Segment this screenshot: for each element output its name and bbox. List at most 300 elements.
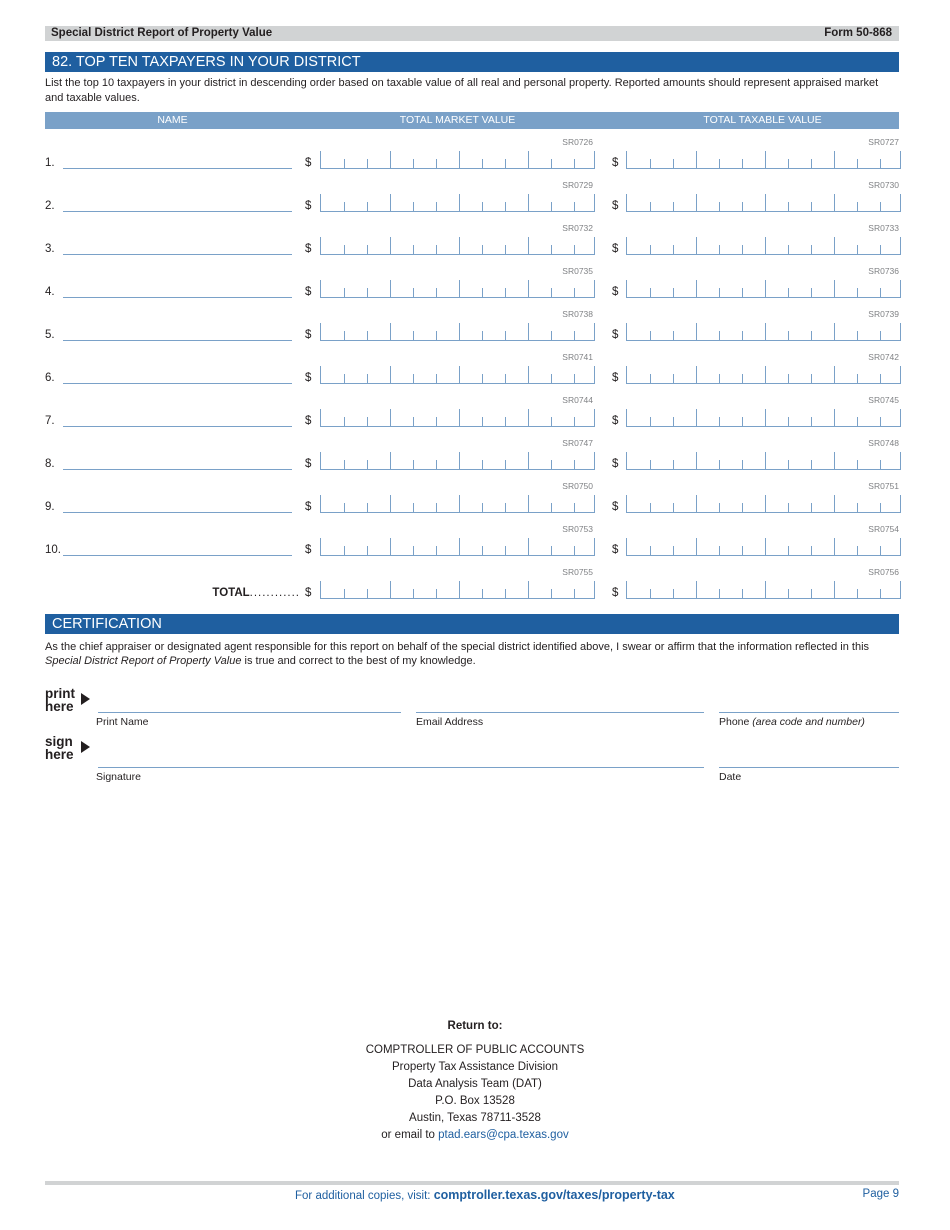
digit-separator <box>574 245 575 254</box>
digit-separator <box>650 546 651 555</box>
total-market-value-input[interactable] <box>320 581 595 599</box>
digit-separator <box>551 374 552 383</box>
digit-separator <box>719 374 720 383</box>
digit-separator <box>390 151 391 168</box>
digit-separator <box>390 452 391 469</box>
digit-separator <box>719 245 720 254</box>
digit-separator <box>436 460 437 469</box>
market-value-field-code: SR0747 <box>562 438 593 448</box>
digit-separator <box>673 460 674 469</box>
taxpayer-name-field[interactable] <box>63 383 292 384</box>
digit-separator <box>719 589 720 598</box>
dollar-sign: $ <box>612 157 619 169</box>
column-header-bar <box>45 112 899 129</box>
total-label <box>212 587 300 599</box>
digit-separator <box>742 546 743 555</box>
row-number: 6. <box>45 372 55 384</box>
digit-separator <box>696 581 697 598</box>
digit-separator <box>650 460 651 469</box>
digit-separator <box>880 417 881 426</box>
digit-separator <box>459 538 460 555</box>
digit-separator <box>574 503 575 512</box>
digit-separator <box>811 589 812 598</box>
digit-separator <box>459 237 460 254</box>
market-value-input[interactable] <box>320 151 595 169</box>
digit-separator <box>390 280 391 297</box>
column-header-name: NAME <box>157 114 188 126</box>
taxable-value-field-code: SR0751 <box>868 481 899 491</box>
digit-separator <box>344 202 345 211</box>
digit-separator <box>528 366 529 383</box>
digit-separator <box>880 589 881 598</box>
email-address-label: Email Address <box>416 716 484 728</box>
dollar-sign: $ <box>305 587 312 599</box>
digit-separator <box>834 538 835 555</box>
market-value-input[interactable] <box>320 280 595 298</box>
digit-separator <box>528 323 529 340</box>
digit-separator <box>551 159 552 168</box>
dollar-sign: $ <box>305 329 312 341</box>
digit-separator <box>574 589 575 598</box>
taxable-value-input[interactable] <box>626 452 901 470</box>
digit-separator <box>551 417 552 426</box>
digit-separator <box>696 280 697 297</box>
taxpayer-name-field[interactable] <box>63 168 292 169</box>
dollar-sign: $ <box>305 501 312 513</box>
digit-separator <box>551 331 552 340</box>
return-to-heading: Return to: <box>447 1020 503 1032</box>
digit-separator <box>482 460 483 469</box>
row-number: 8. <box>45 458 55 470</box>
digit-separator <box>413 331 414 340</box>
digit-separator <box>765 366 766 383</box>
taxpayer-name-field[interactable] <box>63 555 292 556</box>
digit-separator <box>344 159 345 168</box>
digit-separator <box>742 245 743 254</box>
dollar-sign: $ <box>612 243 619 255</box>
digit-separator <box>436 417 437 426</box>
phone-field[interactable] <box>719 712 899 713</box>
digit-separator <box>482 331 483 340</box>
digit-separator <box>390 581 391 598</box>
digit-separator <box>788 331 789 340</box>
section-82-instructions: List the top 10 taxpayers in your district in descending order based on taxable value of all real and personal property. Reported amounts should represent appraised market and taxable values. <box>45 77 879 104</box>
dollar-sign: $ <box>305 243 312 255</box>
digit-separator <box>742 159 743 168</box>
digit-separator <box>719 546 720 555</box>
digit-separator <box>742 331 743 340</box>
market-value-field-code: SR0735 <box>562 266 593 276</box>
dollar-sign: $ <box>612 329 619 341</box>
digit-separator <box>528 495 529 512</box>
dollar-sign: $ <box>612 200 619 212</box>
digit-separator <box>390 409 391 426</box>
digit-separator <box>857 159 858 168</box>
digit-separator <box>505 417 506 426</box>
digit-separator <box>719 202 720 211</box>
digit-separator <box>505 159 506 168</box>
row-number: 2. <box>45 200 55 212</box>
digit-separator <box>673 202 674 211</box>
market-value-input[interactable] <box>320 194 595 212</box>
digit-separator <box>857 245 858 254</box>
digit-separator <box>788 245 789 254</box>
certification-statement: As the chief appraiser or designated agent responsible for this report on behalf of the special district identified above, I swear or affirm that the information reflected in this Special District Report of Property Value is true and correct to the best of my knowledge. <box>45 641 870 667</box>
taxable-value-input[interactable] <box>626 194 901 212</box>
digit-separator <box>857 503 858 512</box>
digit-separator <box>811 159 812 168</box>
digit-separator <box>811 374 812 383</box>
digit-separator <box>650 331 651 340</box>
digit-separator <box>650 288 651 297</box>
digit-separator <box>505 546 506 555</box>
digit-separator <box>505 202 506 211</box>
page-number: Page 9 <box>862 1188 899 1200</box>
taxable-value-input[interactable] <box>626 366 901 384</box>
digit-separator <box>696 409 697 426</box>
total-label-dots: ............ <box>249 587 300 599</box>
digit-separator <box>857 589 858 598</box>
market-value-input[interactable] <box>320 237 595 255</box>
column-header-market-value: TOTAL MARKET VALUE <box>399 114 516 126</box>
total-label-text: TOTAL <box>212 587 250 599</box>
digit-separator <box>574 546 575 555</box>
digit-separator <box>367 546 368 555</box>
digit-separator <box>413 460 414 469</box>
digit-separator <box>344 589 345 598</box>
digit-separator <box>673 546 674 555</box>
row-number: 4. <box>45 286 55 298</box>
digit-separator <box>459 409 460 426</box>
taxpayer-name-field[interactable] <box>63 469 292 470</box>
digit-separator <box>696 452 697 469</box>
digit-separator <box>482 503 483 512</box>
digit-separator <box>857 374 858 383</box>
digit-separator <box>528 452 529 469</box>
market-value-field-code: SR0753 <box>562 524 593 534</box>
arrow-right-icon <box>81 693 90 705</box>
form-number: Form 50-868 <box>824 27 892 39</box>
digit-separator <box>673 245 674 254</box>
digit-separator <box>719 503 720 512</box>
digit-separator <box>344 503 345 512</box>
digit-separator <box>811 503 812 512</box>
digit-separator <box>390 194 391 211</box>
digit-separator <box>880 546 881 555</box>
taxable-value-input[interactable] <box>626 495 901 513</box>
dollar-sign: $ <box>305 458 312 470</box>
digit-separator <box>696 151 697 168</box>
digit-separator <box>551 288 552 297</box>
digit-separator <box>505 374 506 383</box>
return-address: COMPTROLLER OF PUBLIC ACCOUNTS Property Tax Assistance Division Data Analysis Team (DAT) P.O. Box 13528 Austin, Texas 78711-3528 or email to ptad.ears@cpa.texas.gov <box>365 1044 585 1141</box>
digit-separator <box>834 151 835 168</box>
digit-separator <box>765 194 766 211</box>
digit-separator <box>436 546 437 555</box>
taxpayer-name-field[interactable] <box>63 426 292 427</box>
digit-separator <box>482 589 483 598</box>
digit-separator <box>742 417 743 426</box>
digit-separator <box>367 159 368 168</box>
footer-divider <box>45 1181 899 1185</box>
digit-separator <box>834 366 835 383</box>
print-here-stamp: print here <box>45 687 75 713</box>
digit-separator <box>344 417 345 426</box>
taxpayer-name-field[interactable] <box>63 254 292 255</box>
digit-separator <box>719 460 720 469</box>
arrow-right-icon <box>81 741 90 753</box>
digit-separator <box>528 538 529 555</box>
dollar-sign: $ <box>305 544 312 556</box>
digit-separator <box>390 237 391 254</box>
market-value-input[interactable] <box>320 452 595 470</box>
digit-separator <box>742 288 743 297</box>
digit-separator <box>765 581 766 598</box>
digit-separator <box>367 417 368 426</box>
digit-separator <box>459 151 460 168</box>
taxable-value-field-code: SR0736 <box>868 266 899 276</box>
digit-separator <box>811 288 812 297</box>
taxable-value-input[interactable] <box>626 280 901 298</box>
digit-separator <box>390 538 391 555</box>
digit-separator <box>459 366 460 383</box>
digit-separator <box>344 546 345 555</box>
taxable-value-field-code: SR0730 <box>868 180 899 190</box>
print-name-label: Print Name <box>96 716 149 728</box>
taxable-value-field-code: SR0742 <box>868 352 899 362</box>
digit-separator <box>436 159 437 168</box>
digit-separator <box>528 237 529 254</box>
digit-separator <box>880 159 881 168</box>
taxable-value-input[interactable] <box>626 237 901 255</box>
taxable-value-field-code: SR0745 <box>868 395 899 405</box>
dollar-sign: $ <box>305 372 312 384</box>
taxable-value-field-code: SR0727 <box>868 137 899 147</box>
market-value-field-code: SR0738 <box>562 309 593 319</box>
digit-separator <box>505 245 506 254</box>
digit-separator <box>857 331 858 340</box>
digit-separator <box>811 546 812 555</box>
market-value-field-code: SR0755 <box>562 567 593 577</box>
digit-separator <box>482 288 483 297</box>
digit-separator <box>857 460 858 469</box>
digit-separator <box>574 417 575 426</box>
digit-separator <box>880 202 881 211</box>
digit-separator <box>696 194 697 211</box>
taxable-value-input[interactable] <box>626 409 901 427</box>
digit-separator <box>673 159 674 168</box>
digit-separator <box>880 331 881 340</box>
digit-separator <box>367 374 368 383</box>
taxpayer-name-field[interactable] <box>63 512 292 513</box>
digit-separator <box>390 495 391 512</box>
digit-separator <box>574 374 575 383</box>
digit-separator <box>673 288 674 297</box>
digit-separator <box>367 503 368 512</box>
digit-separator <box>788 374 789 383</box>
taxable-value-field-code: SR0754 <box>868 524 899 534</box>
print-name-field[interactable] <box>98 712 401 713</box>
digit-separator <box>765 409 766 426</box>
row-number: 5. <box>45 329 55 341</box>
digit-separator <box>528 409 529 426</box>
digit-separator <box>742 374 743 383</box>
digit-separator <box>673 589 674 598</box>
market-value-field-code: SR0732 <box>562 223 593 233</box>
digit-separator <box>788 460 789 469</box>
digit-separator <box>742 202 743 211</box>
dollar-sign: $ <box>612 587 619 599</box>
taxpayer-name-field[interactable] <box>63 297 292 298</box>
digit-separator <box>367 202 368 211</box>
dollar-sign: $ <box>612 544 619 556</box>
market-value-input[interactable] <box>320 538 595 556</box>
digit-separator <box>857 546 858 555</box>
total-taxable-value-input[interactable] <box>626 581 901 599</box>
market-value-input[interactable] <box>320 495 595 513</box>
digit-separator <box>765 538 766 555</box>
date-label: Date <box>719 771 742 783</box>
digit-separator <box>765 495 766 512</box>
digit-separator <box>834 409 835 426</box>
market-value-input[interactable] <box>320 323 595 341</box>
digit-separator <box>436 245 437 254</box>
digit-separator <box>505 288 506 297</box>
digit-separator <box>650 503 651 512</box>
digit-separator <box>436 331 437 340</box>
column-header-taxable-value: TOTAL TAXABLE VALUE <box>703 114 822 126</box>
digit-separator <box>413 202 414 211</box>
digit-separator <box>528 280 529 297</box>
digit-separator <box>880 503 881 512</box>
digit-separator <box>505 460 506 469</box>
row-number: 9. <box>45 501 55 513</box>
digit-separator <box>482 202 483 211</box>
dollar-sign: $ <box>612 372 619 384</box>
digit-separator <box>551 460 552 469</box>
digit-separator <box>574 460 575 469</box>
certification-heading: CERTIFICATION <box>45 614 899 634</box>
digit-separator <box>765 151 766 168</box>
market-value-field-code: SR0726 <box>562 137 593 147</box>
digit-separator <box>788 288 789 297</box>
digit-separator <box>696 323 697 340</box>
digit-separator <box>811 460 812 469</box>
row-number: 7. <box>45 415 55 427</box>
row-number: 1. <box>45 157 55 169</box>
email-address-field[interactable] <box>416 712 704 713</box>
digit-separator <box>880 288 881 297</box>
digit-separator <box>834 280 835 297</box>
digit-separator <box>367 245 368 254</box>
digit-separator <box>436 374 437 383</box>
digit-separator <box>857 417 858 426</box>
digit-separator <box>696 366 697 383</box>
digit-separator <box>436 288 437 297</box>
digit-separator <box>574 202 575 211</box>
digit-separator <box>650 159 651 168</box>
digit-separator <box>367 288 368 297</box>
market-value-field-code: SR0729 <box>562 180 593 190</box>
digit-separator <box>459 194 460 211</box>
digit-separator <box>673 503 674 512</box>
digit-separator <box>834 194 835 211</box>
dollar-sign: $ <box>612 458 619 470</box>
digit-separator <box>413 374 414 383</box>
digit-separator <box>719 417 720 426</box>
taxpayer-name-field[interactable] <box>63 211 292 212</box>
taxable-value-field-code: SR0756 <box>868 567 899 577</box>
digit-separator <box>367 589 368 598</box>
form-header-bar <box>45 26 899 41</box>
dollar-sign: $ <box>305 286 312 298</box>
digit-separator <box>719 288 720 297</box>
digit-separator <box>505 503 506 512</box>
email-link[interactable]: ptad.ears@cpa.texas.gov <box>438 1129 569 1141</box>
date-field[interactable] <box>719 767 899 768</box>
form-title: Special District Report of Property Value <box>51 27 273 39</box>
signature-field[interactable] <box>98 767 704 768</box>
digit-separator <box>482 245 483 254</box>
digit-separator <box>436 589 437 598</box>
digit-separator <box>765 452 766 469</box>
taxable-value-field-code: SR0733 <box>868 223 899 233</box>
digit-separator <box>788 202 789 211</box>
digit-separator <box>367 331 368 340</box>
taxable-value-input[interactable] <box>626 538 901 556</box>
digit-separator <box>857 202 858 211</box>
market-value-field-code: SR0750 <box>562 481 593 491</box>
digit-separator <box>834 495 835 512</box>
digit-separator <box>811 417 812 426</box>
taxable-value-input[interactable] <box>626 151 901 169</box>
digit-separator <box>719 331 720 340</box>
market-value-field-code: SR0744 <box>562 395 593 405</box>
footer-website-link[interactable]: comptroller.texas.gov/taxes/property-tax <box>433 1188 675 1202</box>
phone-label: Phone (area code and number) <box>719 716 865 728</box>
taxable-value-input[interactable] <box>626 323 901 341</box>
taxpayer-name-field[interactable] <box>63 340 292 341</box>
sign-here-stamp: sign here <box>45 735 74 761</box>
digit-separator <box>880 460 881 469</box>
digit-separator <box>742 589 743 598</box>
digit-separator <box>482 159 483 168</box>
digit-separator <box>696 495 697 512</box>
digit-separator <box>696 237 697 254</box>
row-number: 3. <box>45 243 55 255</box>
market-value-input[interactable] <box>320 366 595 384</box>
digit-separator <box>574 331 575 340</box>
digit-separator <box>528 194 529 211</box>
digit-separator <box>811 202 812 211</box>
row-number: 10. <box>45 544 61 556</box>
digit-separator <box>459 452 460 469</box>
digit-separator <box>551 503 552 512</box>
digit-separator <box>413 245 414 254</box>
digit-separator <box>696 538 697 555</box>
market-value-input[interactable] <box>320 409 595 427</box>
market-value-field-code: SR0741 <box>562 352 593 362</box>
taxable-value-field-code: SR0748 <box>868 438 899 448</box>
digit-separator <box>673 374 674 383</box>
section-82-heading: 82. TOP TEN TAXPAYERS IN YOUR DISTRICT <box>45 52 899 72</box>
digit-separator <box>459 495 460 512</box>
digit-separator <box>788 589 789 598</box>
digit-separator <box>673 417 674 426</box>
digit-separator <box>765 323 766 340</box>
digit-separator <box>551 546 552 555</box>
signature-label: Signature <box>96 771 141 783</box>
